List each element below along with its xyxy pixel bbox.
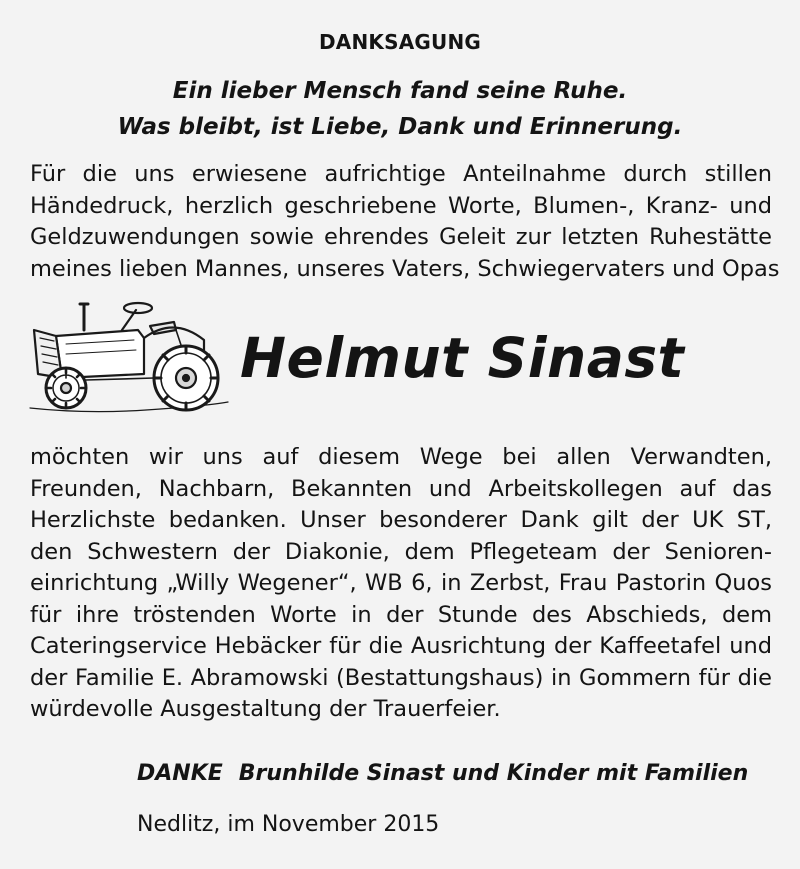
thanks-line: Herzlichste bedanken. Unser besonderer Dank gilt der UK ST, [30,507,772,533]
signature-line [137,761,748,786]
motto-line-1: Ein lieber Mensch fand seine Ruhe. [172,78,628,104]
intro-paragraph [30,159,780,285]
signature-prefix: DANKE [137,761,223,786]
motto-line-2: Was bleibt, ist Liebe, Dank und Erinnerung. [117,114,683,140]
thanks-paragraph [30,442,772,726]
notice-heading: DANKSAGUNG [318,30,481,54]
signature-text: Brunhilde Sinast und Kinder mit Familien [238,761,749,786]
intro-line: Für die uns erwiesene aufrichtige Anteilnahme durch stillen [30,161,772,187]
thanks-line: der Familie E. Abramowski (Bestattungshaus) in Gommern für die [30,664,772,691]
thanks-line: einrichtung „Willy Wegener“, WB 6, in Zerbst, Frau Pastorin Quos [30,570,772,596]
thanks-line: Freunden, Nachbarn, Bekannten und Arbeitskollegen auf das [30,475,772,502]
deceased-name: Helmut Sinast [240,326,685,390]
intro-line: meines lieben Mannes, unseres Vaters, Schwiegervaters und Opas [30,255,780,282]
thanks-line: für ihre tröstenden Worte in der Stunde des Abschieds, dem [30,601,772,628]
thanks-line: möchten wir uns auf diesem Wege bei allen Verwandten, [30,444,772,470]
place-date: Nedlitz, im November 2015 [137,812,440,837]
thanks-line: den Schwestern der Diakonie, dem Pflegeteam der Senioren- [30,538,772,565]
tractor-illustration [26,296,232,422]
intro-line: Geldzuwendungen sowie ehrendes Geleit zur letzten Ruhestätte [30,224,772,250]
thanks-line: würdevolle Ausgestaltung der Trauerfeier. [30,696,501,722]
intro-line: Händedruck, herzlich geschriebene Worte, Blumen-, Kranz- und [30,192,772,219]
thanks-line: Cateringservice Hebäcker für die Ausrichtung der Kaffeetafel und [30,633,772,659]
